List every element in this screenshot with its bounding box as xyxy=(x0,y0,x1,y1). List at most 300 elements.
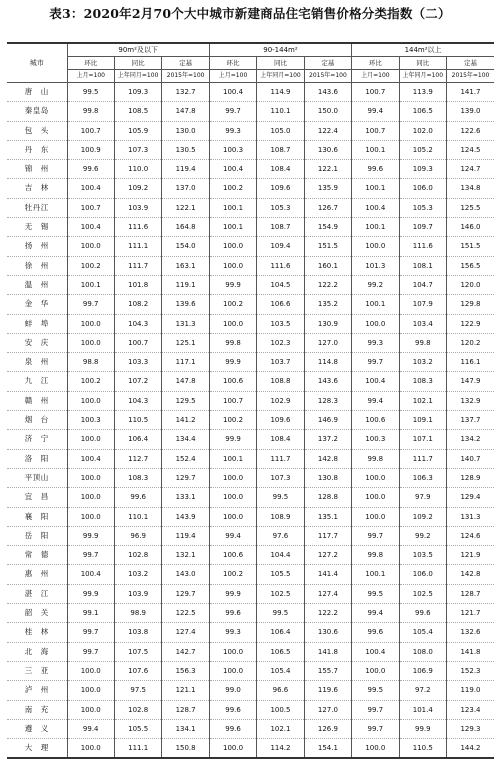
table-row xyxy=(7,179,494,198)
index-cell: 100.0 xyxy=(209,468,256,487)
index-cell: 99.5 xyxy=(352,681,399,700)
index-cell: 110.1 xyxy=(114,507,161,526)
index-cell: 108.2 xyxy=(114,295,161,314)
index-cell: 100.1 xyxy=(352,140,399,159)
index-cell: 124.6 xyxy=(447,526,495,545)
index-cell: 122.2 xyxy=(304,275,351,294)
city-cell: 宜 昌 xyxy=(7,488,67,507)
index-cell: 99.6 xyxy=(352,623,399,642)
index-cell: 106.5 xyxy=(257,642,304,661)
index-cell: 99.4 xyxy=(352,102,399,121)
index-cell: 104.3 xyxy=(114,314,161,333)
index-cell: 128.9 xyxy=(447,468,495,487)
index-cell: 143.6 xyxy=(304,83,351,102)
index-cell: 127.2 xyxy=(304,546,351,565)
index-cell: 100.7 xyxy=(67,198,114,217)
index-cell: 110.5 xyxy=(399,739,446,759)
index-cell: 99.7 xyxy=(352,719,399,738)
index-cell: 100.4 xyxy=(352,198,399,217)
index-cell: 128.8 xyxy=(304,488,351,507)
index-cell: 100.0 xyxy=(67,488,114,507)
index-cell: 124.5 xyxy=(447,140,495,159)
index-cell: 99.6 xyxy=(209,719,256,738)
table-row xyxy=(7,121,494,140)
index-cell: 103.2 xyxy=(399,353,446,372)
index-cell: 137.7 xyxy=(447,411,495,430)
table-body xyxy=(7,83,494,759)
index-cell: 113.9 xyxy=(399,83,446,102)
index-cell: 122.5 xyxy=(162,604,209,623)
index-cell: 122.9 xyxy=(447,314,495,333)
index-cell: 107.3 xyxy=(257,468,304,487)
header-mom: 环比 xyxy=(352,57,399,70)
city-cell: 安 庆 xyxy=(7,333,67,352)
index-cell: 107.2 xyxy=(114,372,161,391)
index-cell: 104.3 xyxy=(114,391,161,410)
table-row xyxy=(7,468,494,487)
index-cell: 111.7 xyxy=(399,449,446,468)
index-cell: 102.5 xyxy=(399,584,446,603)
index-cell: 129.8 xyxy=(447,295,495,314)
index-cell: 134.4 xyxy=(162,430,209,449)
index-cell: 109.2 xyxy=(399,507,446,526)
index-cell: 100.0 xyxy=(209,507,256,526)
index-cell: 134.2 xyxy=(447,430,495,449)
index-cell: 111.1 xyxy=(114,237,161,256)
index-cell: 105.4 xyxy=(399,623,446,642)
index-cell: 130.8 xyxy=(304,468,351,487)
index-cell: 100.0 xyxy=(209,237,256,256)
city-cell: 遵 义 xyxy=(7,719,67,738)
city-cell: 平顶山 xyxy=(7,468,67,487)
index-cell: 125.1 xyxy=(162,333,209,352)
index-cell: 100.2 xyxy=(209,295,256,314)
index-cell: 110.1 xyxy=(257,102,304,121)
index-cell: 102.8 xyxy=(114,700,161,719)
table-row xyxy=(7,565,494,584)
city-cell: 泸 州 xyxy=(7,681,67,700)
index-cell: 129.7 xyxy=(162,584,209,603)
index-cell: 122.1 xyxy=(162,198,209,217)
index-cell: 141.7 xyxy=(447,83,495,102)
index-cell: 139.0 xyxy=(447,102,495,121)
table-row xyxy=(7,353,494,372)
index-cell: 110.5 xyxy=(114,411,161,430)
header-group-large: 144m²以上 xyxy=(352,43,494,57)
index-cell: 99.4 xyxy=(67,719,114,738)
price-index-table xyxy=(7,42,494,759)
index-cell: 100.0 xyxy=(352,237,399,256)
city-cell: 徐 州 xyxy=(7,256,67,275)
index-cell: 105.3 xyxy=(257,198,304,217)
table-row xyxy=(7,102,494,121)
index-cell: 103.9 xyxy=(114,584,161,603)
table-row xyxy=(7,237,494,256)
index-cell: 146.0 xyxy=(447,218,495,237)
header-base-mom: 上月=100 xyxy=(209,70,256,83)
index-cell: 99.4 xyxy=(352,391,399,410)
table-row xyxy=(7,218,494,237)
index-cell: 100.0 xyxy=(67,739,114,759)
index-cell: 99.9 xyxy=(209,430,256,449)
index-cell: 109.4 xyxy=(257,237,304,256)
index-cell: 105.9 xyxy=(114,121,161,140)
table-row xyxy=(7,198,494,217)
city-cell: 惠 州 xyxy=(7,565,67,584)
index-cell: 103.3 xyxy=(114,353,161,372)
city-cell: 岳 阳 xyxy=(7,526,67,545)
index-cell: 100.0 xyxy=(352,314,399,333)
index-cell: 100.0 xyxy=(67,661,114,680)
city-cell: 桂 林 xyxy=(7,623,67,642)
page-title: 表3：2020年2月70个大中城市新建商品住宅销售价格分类指数（二） xyxy=(49,6,451,21)
city-cell: 秦皇岛 xyxy=(7,102,67,121)
table-row xyxy=(7,719,494,738)
index-cell: 111.6 xyxy=(257,256,304,275)
city-cell: 韶 关 xyxy=(7,604,67,623)
index-cell: 160.1 xyxy=(304,256,351,275)
index-cell: 103.5 xyxy=(257,314,304,333)
index-cell: 127.0 xyxy=(304,700,351,719)
index-cell: 99.6 xyxy=(209,604,256,623)
header-base-yoy: 上年同月=100 xyxy=(114,70,161,83)
table-row xyxy=(7,507,494,526)
index-cell: 139.6 xyxy=(162,295,209,314)
index-cell: 100.0 xyxy=(67,314,114,333)
index-cell: 100.1 xyxy=(67,275,114,294)
table-row xyxy=(7,333,494,352)
index-cell: 103.8 xyxy=(114,623,161,642)
index-cell: 102.1 xyxy=(257,719,304,738)
index-cell: 99.7 xyxy=(67,623,114,642)
index-cell: 104.7 xyxy=(399,275,446,294)
index-cell: 99.1 xyxy=(67,604,114,623)
index-cell: 100.0 xyxy=(209,661,256,680)
table-row xyxy=(7,372,494,391)
index-cell: 109.2 xyxy=(114,179,161,198)
index-cell: 99.6 xyxy=(209,700,256,719)
index-cell: 99.5 xyxy=(257,488,304,507)
index-cell: 152.4 xyxy=(162,449,209,468)
city-cell: 无 锡 xyxy=(7,218,67,237)
index-cell: 96.9 xyxy=(114,526,161,545)
index-cell: 117.1 xyxy=(162,353,209,372)
index-cell: 135.1 xyxy=(304,507,351,526)
index-cell: 100.2 xyxy=(209,411,256,430)
table-row xyxy=(7,430,494,449)
index-cell: 151.5 xyxy=(447,237,495,256)
index-cell: 130.6 xyxy=(304,623,351,642)
index-cell: 102.5 xyxy=(257,584,304,603)
index-cell: 102.8 xyxy=(114,546,161,565)
index-cell: 107.5 xyxy=(114,642,161,661)
index-cell: 109.6 xyxy=(257,411,304,430)
index-cell: 140.7 xyxy=(447,449,495,468)
index-cell: 100.0 xyxy=(352,488,399,507)
index-cell: 132.1 xyxy=(162,546,209,565)
table-row xyxy=(7,411,494,430)
index-cell: 135.2 xyxy=(304,295,351,314)
index-cell: 129.4 xyxy=(447,488,495,507)
index-cell: 111.1 xyxy=(114,739,161,759)
index-cell: 132.7 xyxy=(162,83,209,102)
index-cell: 130.6 xyxy=(304,140,351,159)
index-cell: 137.0 xyxy=(162,179,209,198)
index-cell: 99.6 xyxy=(67,160,114,179)
index-cell: 100.2 xyxy=(209,179,256,198)
index-cell: 111.7 xyxy=(257,449,304,468)
index-cell: 100.0 xyxy=(67,700,114,719)
index-cell: 105.3 xyxy=(399,198,446,217)
index-cell: 99.7 xyxy=(352,700,399,719)
index-cell: 99.3 xyxy=(209,623,256,642)
index-cell: 106.0 xyxy=(399,565,446,584)
index-cell: 134.8 xyxy=(447,179,495,198)
index-cell: 100.7 xyxy=(209,391,256,410)
index-cell: 100.6 xyxy=(352,411,399,430)
index-cell: 100.1 xyxy=(209,218,256,237)
header-mom: 环比 xyxy=(67,57,114,70)
index-cell: 102.1 xyxy=(399,391,446,410)
index-cell: 100.7 xyxy=(352,121,399,140)
header-base-mom: 上月=100 xyxy=(67,70,114,83)
index-cell: 103.2 xyxy=(114,565,161,584)
index-cell: 99.8 xyxy=(399,333,446,352)
index-cell: 156.3 xyxy=(162,661,209,680)
index-cell: 108.8 xyxy=(257,372,304,391)
index-cell: 100.0 xyxy=(352,739,399,759)
index-cell: 155.7 xyxy=(304,661,351,680)
header-group-small: 90m²及以下 xyxy=(67,43,209,57)
index-cell: 100.6 xyxy=(209,546,256,565)
index-cell: 132.9 xyxy=(447,391,495,410)
index-cell: 154.1 xyxy=(304,739,351,759)
table-row xyxy=(7,391,494,410)
index-cell: 103.9 xyxy=(114,198,161,217)
index-cell: 98.8 xyxy=(67,353,114,372)
header-base-fixed: 2015年=100 xyxy=(162,70,209,83)
header-base-yoy: 上年同月=100 xyxy=(399,70,446,83)
index-cell: 119.1 xyxy=(162,275,209,294)
index-cell: 99.8 xyxy=(209,333,256,352)
index-cell: 100.9 xyxy=(67,140,114,159)
city-cell: 金 华 xyxy=(7,295,67,314)
index-cell: 100.1 xyxy=(209,449,256,468)
index-cell: 108.9 xyxy=(257,507,304,526)
index-cell: 99.7 xyxy=(209,102,256,121)
index-cell: 142.8 xyxy=(304,449,351,468)
index-cell: 100.4 xyxy=(352,372,399,391)
index-cell: 116.1 xyxy=(447,353,495,372)
index-cell: 109.3 xyxy=(399,160,446,179)
index-cell: 130.0 xyxy=(162,121,209,140)
index-cell: 109.7 xyxy=(399,218,446,237)
index-cell: 125.5 xyxy=(447,198,495,217)
index-cell: 106.3 xyxy=(399,468,446,487)
header-fixed: 定基 xyxy=(162,57,209,70)
index-cell: 97.9 xyxy=(399,488,446,507)
index-cell: 100.0 xyxy=(209,256,256,275)
index-cell: 102.3 xyxy=(257,333,304,352)
index-cell: 99.7 xyxy=(352,526,399,545)
index-cell: 106.6 xyxy=(257,295,304,314)
index-cell: 129.7 xyxy=(162,468,209,487)
index-cell: 99.9 xyxy=(399,719,446,738)
index-cell: 103.7 xyxy=(257,353,304,372)
index-cell: 99.7 xyxy=(67,295,114,314)
index-cell: 106.9 xyxy=(399,661,446,680)
index-cell: 106.5 xyxy=(399,102,446,121)
table-row xyxy=(7,140,494,159)
index-cell: 100.0 xyxy=(352,507,399,526)
index-cell: 108.5 xyxy=(114,102,161,121)
index-cell: 99.5 xyxy=(67,83,114,102)
index-cell: 100.1 xyxy=(352,565,399,584)
index-cell: 100.2 xyxy=(67,256,114,275)
index-cell: 100.4 xyxy=(209,83,256,102)
index-cell: 105.0 xyxy=(257,121,304,140)
table-row xyxy=(7,526,494,545)
index-cell: 126.7 xyxy=(304,198,351,217)
index-cell: 126.9 xyxy=(304,719,351,738)
index-cell: 119.4 xyxy=(162,526,209,545)
index-cell: 141.2 xyxy=(162,411,209,430)
index-cell: 106.4 xyxy=(257,623,304,642)
index-cell: 119.4 xyxy=(162,160,209,179)
index-cell: 108.1 xyxy=(399,256,446,275)
index-cell: 104.5 xyxy=(257,275,304,294)
index-cell: 100.0 xyxy=(352,661,399,680)
index-cell: 97.2 xyxy=(399,681,446,700)
index-cell: 100.3 xyxy=(67,411,114,430)
header-base-mom: 上月=100 xyxy=(352,70,399,83)
index-cell: 100.4 xyxy=(352,642,399,661)
index-cell: 112.7 xyxy=(114,449,161,468)
city-cell: 丹 东 xyxy=(7,140,67,159)
index-cell: 100.4 xyxy=(67,565,114,584)
index-cell: 100.1 xyxy=(352,218,399,237)
index-cell: 133.1 xyxy=(162,488,209,507)
index-cell: 99.7 xyxy=(67,546,114,565)
header-fixed: 定基 xyxy=(447,57,495,70)
index-cell: 100.2 xyxy=(67,372,114,391)
index-cell: 122.4 xyxy=(304,121,351,140)
index-cell: 135.9 xyxy=(304,179,351,198)
index-cell: 100.3 xyxy=(352,430,399,449)
table-row xyxy=(7,546,494,565)
index-cell: 121.1 xyxy=(162,681,209,700)
index-cell: 100.0 xyxy=(209,314,256,333)
index-cell: 128.7 xyxy=(447,584,495,603)
index-cell: 99.3 xyxy=(209,121,256,140)
index-cell: 104.4 xyxy=(257,546,304,565)
index-cell: 106.4 xyxy=(114,430,161,449)
index-cell: 143.9 xyxy=(162,507,209,526)
index-cell: 97.5 xyxy=(114,681,161,700)
index-cell: 100.1 xyxy=(352,295,399,314)
city-cell: 洛 阳 xyxy=(7,449,67,468)
city-cell: 泉 州 xyxy=(7,353,67,372)
index-cell: 100.5 xyxy=(257,700,304,719)
index-cell: 105.2 xyxy=(399,140,446,159)
index-cell: 150.8 xyxy=(162,739,209,759)
index-cell: 100.1 xyxy=(352,179,399,198)
index-cell: 100.0 xyxy=(209,488,256,507)
index-cell: 108.4 xyxy=(257,160,304,179)
index-cell: 100.0 xyxy=(209,739,256,759)
index-cell: 156.5 xyxy=(447,256,495,275)
table-row xyxy=(7,314,494,333)
table-row xyxy=(7,449,494,468)
header-yoy: 同比 xyxy=(399,57,446,70)
index-cell: 99.9 xyxy=(67,584,114,603)
index-cell: 110.0 xyxy=(114,160,161,179)
index-cell: 123.4 xyxy=(447,700,495,719)
index-cell: 111.6 xyxy=(399,237,446,256)
city-cell: 温 州 xyxy=(7,275,67,294)
index-cell: 164.8 xyxy=(162,218,209,237)
header-yoy: 同比 xyxy=(257,57,304,70)
index-cell: 99.9 xyxy=(209,275,256,294)
index-cell: 109.3 xyxy=(114,83,161,102)
city-cell: 吉 林 xyxy=(7,179,67,198)
index-cell: 98.9 xyxy=(114,604,161,623)
index-cell: 141.8 xyxy=(304,642,351,661)
index-cell: 107.3 xyxy=(114,140,161,159)
city-cell: 锦 州 xyxy=(7,160,67,179)
index-cell: 105.5 xyxy=(257,565,304,584)
index-cell: 100.0 xyxy=(209,642,256,661)
index-cell: 105.4 xyxy=(257,661,304,680)
index-cell: 142.8 xyxy=(447,565,495,584)
table-row xyxy=(7,256,494,275)
index-cell: 101.8 xyxy=(114,275,161,294)
index-cell: 99.4 xyxy=(209,526,256,545)
index-cell: 99.8 xyxy=(67,102,114,121)
index-cell: 142.7 xyxy=(162,642,209,661)
index-cell: 128.7 xyxy=(162,700,209,719)
index-cell: 100.7 xyxy=(67,121,114,140)
index-cell: 99.4 xyxy=(352,604,399,623)
index-cell: 109.1 xyxy=(399,411,446,430)
header-base-fixed: 2015年=100 xyxy=(447,70,495,83)
index-cell: 108.7 xyxy=(257,218,304,237)
table-row xyxy=(7,488,494,507)
index-cell: 117.7 xyxy=(304,526,351,545)
index-cell: 99.7 xyxy=(352,353,399,372)
index-cell: 99.3 xyxy=(352,333,399,352)
index-cell: 134.1 xyxy=(162,719,209,738)
index-cell: 100.3 xyxy=(209,140,256,159)
city-cell: 南 充 xyxy=(7,700,67,719)
index-cell: 103.4 xyxy=(399,314,446,333)
index-cell: 109.6 xyxy=(257,179,304,198)
table-row xyxy=(7,739,494,759)
city-cell: 湛 江 xyxy=(7,584,67,603)
index-cell: 99.9 xyxy=(67,526,114,545)
table-row xyxy=(7,681,494,700)
index-cell: 146.9 xyxy=(304,411,351,430)
index-cell: 100.4 xyxy=(67,218,114,237)
index-cell: 100.7 xyxy=(352,83,399,102)
index-cell: 154.9 xyxy=(304,218,351,237)
index-cell: 114.2 xyxy=(257,739,304,759)
index-cell: 151.5 xyxy=(304,237,351,256)
index-cell: 100.0 xyxy=(67,237,114,256)
index-cell: 130.9 xyxy=(304,314,351,333)
index-cell: 100.0 xyxy=(67,333,114,352)
index-cell: 102.0 xyxy=(399,121,446,140)
